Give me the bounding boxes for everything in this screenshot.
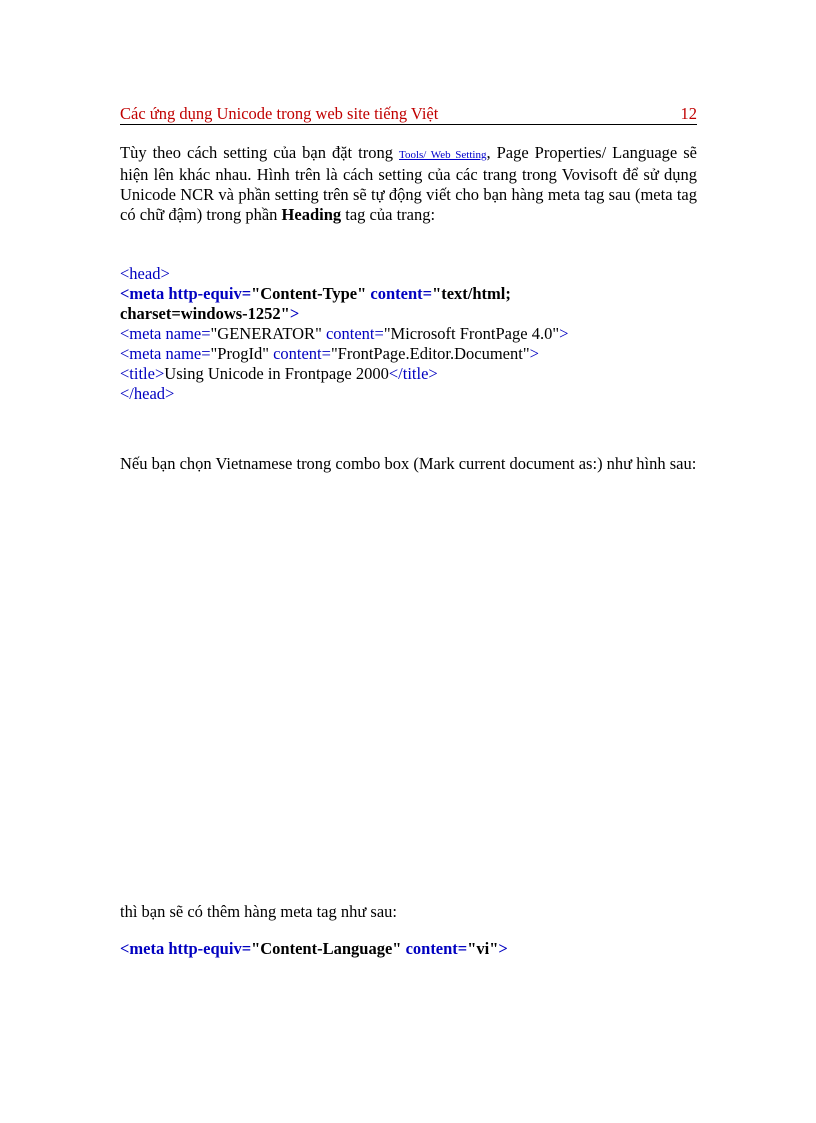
- code-line-meta-progid: <meta name="ProgId" content="FrontPage.Editor.Document">: [120, 344, 539, 363]
- header-title: Các ứng dụng Unicode trong web site tiếng Việt: [120, 104, 439, 123]
- code-line-head-open: <head>: [120, 264, 170, 283]
- code-line-head-close: </head>: [120, 384, 175, 403]
- paragraph-intro: [120, 143, 697, 225]
- code-line-charset: charset=windows-1252">: [120, 304, 300, 323]
- intro-text-1: Tùy theo cách setting của bạn đặt trong: [120, 143, 399, 162]
- tools-web-setting-link[interactable]: Tools/ Web Setting: [399, 149, 487, 161]
- figure-area: [120, 500, 697, 890]
- page-number: 12: [680, 104, 697, 123]
- code-line-meta-generator: <meta name="GENERATOR" content="Microsoft FrontPage 4.0">: [120, 324, 569, 343]
- code-line-title: <title>Using Unicode in Frontpage 2000</title>: [120, 364, 438, 383]
- heading-bold-text: Heading: [281, 205, 342, 224]
- code-line-meta-content-type: <meta http-equiv="Content-Type" content="text/html;: [120, 284, 511, 303]
- intro-text-3: tag của trang:: [341, 205, 436, 224]
- page-header: [120, 102, 697, 125]
- paragraph-meta-note: thì bạn sẽ có thêm hàng meta tag như sau:: [120, 902, 397, 921]
- code-block: [120, 264, 720, 404]
- code-line-content-language: <meta http-equiv="Content-Language" content="vi">: [120, 939, 508, 958]
- intro-text-2: , Page Properties/ Language sẽ hiện lên khác nhau. Hình trên là cách setting của các trang trong Vovisoft để sử dụng Unicode NCR và phần setting trên sẽ tự động viết cho bạn hàng meta tag sau (meta tag có chữ đậm) trong phần: [120, 143, 697, 224]
- paragraph-combo-box: Nếu bạn chọn Vietnamese trong combo box (Mark current document as:) như hình sau:: [120, 454, 697, 473]
